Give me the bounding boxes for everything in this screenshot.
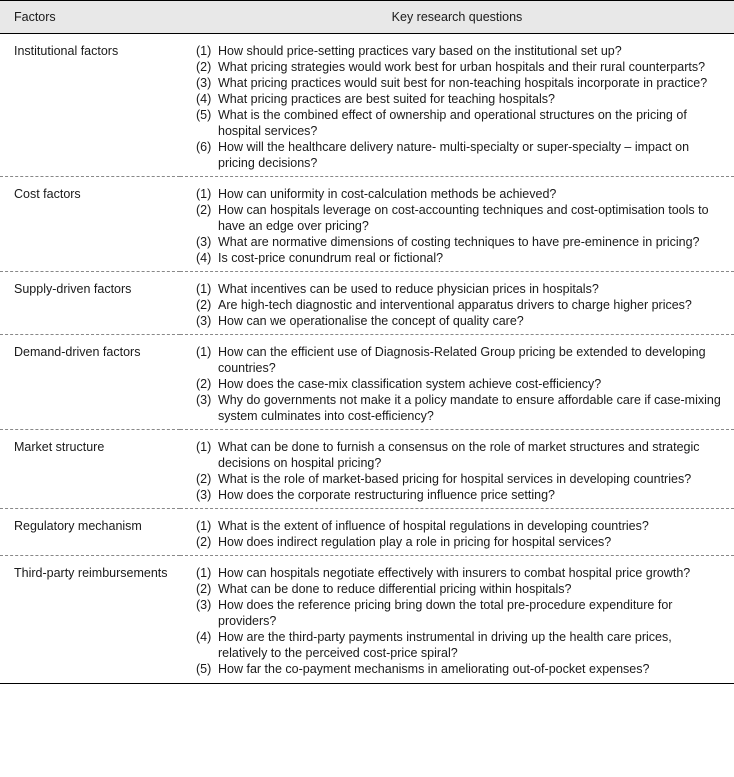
question-text: How can the efficient use of Diagnosis-Related Group pricing be extended to developing countries? bbox=[218, 345, 706, 375]
question-text: How should price-setting practices vary based on the institutional set up? bbox=[218, 44, 622, 58]
table-header bbox=[0, 1, 734, 34]
question-item bbox=[196, 43, 724, 59]
question-text: What are normative dimensions of costing techniques to have pre-eminence in pricing? bbox=[218, 235, 700, 249]
question-text: How can hospitals negotiate effectively with insurers to combat hospital price growth? bbox=[218, 566, 691, 580]
question-text: How are the third-party payments instrumental in driving up the health care prices, relatively to the perceived cost-price spiral? bbox=[218, 630, 672, 660]
question-item bbox=[196, 487, 724, 503]
questions-cell bbox=[180, 509, 734, 556]
question-number: (2) bbox=[196, 377, 212, 391]
factor-cell: Supply-driven factors bbox=[0, 272, 180, 335]
question-item bbox=[196, 107, 724, 139]
question-text: What is the combined effect of ownership and operational structures on the pricing of hospital services? bbox=[218, 108, 687, 138]
question-text: Are high-tech diagnostic and interventional apparatus drivers to charge higher prices? bbox=[218, 298, 692, 312]
question-text: What is the role of market-based pricing for hospital services in developing countries? bbox=[218, 472, 692, 486]
header-factors: Factors bbox=[0, 1, 180, 34]
factor-cell: Demand-driven factors bbox=[0, 335, 180, 430]
questions-cell bbox=[180, 335, 734, 430]
question-item bbox=[196, 250, 724, 266]
question-number: (3) bbox=[196, 314, 212, 328]
question-item bbox=[196, 376, 724, 392]
question-number: (1) bbox=[196, 440, 212, 454]
question-number: (3) bbox=[196, 598, 212, 612]
question-number: (2) bbox=[196, 472, 212, 486]
question-item bbox=[196, 471, 724, 487]
question-item bbox=[196, 313, 724, 329]
question-text: How does the case-mix classification system achieve cost-efficiency? bbox=[218, 377, 602, 391]
factor-cell: Market structure bbox=[0, 430, 180, 509]
question-item bbox=[196, 75, 724, 91]
table-row bbox=[0, 430, 734, 509]
question-item bbox=[196, 297, 724, 313]
question-text: What pricing practices would suit best for non-teaching hospitals incorporate in practice? bbox=[218, 76, 708, 90]
question-item bbox=[196, 661, 724, 677]
question-text: How can hospitals leverage on cost-accounting techniques and cost-optimisation tools to have an edge over pricing? bbox=[218, 203, 709, 233]
table-row bbox=[0, 177, 734, 272]
question-text: How far the co-payment mechanisms in ameliorating out-of-pocket expenses? bbox=[218, 662, 650, 676]
question-number: (3) bbox=[196, 488, 212, 502]
question-text: How does the corporate restructuring influence price setting? bbox=[218, 488, 555, 502]
factor-cell: Cost factors bbox=[0, 177, 180, 272]
question-item bbox=[196, 59, 724, 75]
question-number: (1) bbox=[196, 187, 212, 201]
questions-cell bbox=[180, 34, 734, 177]
question-number: (3) bbox=[196, 235, 212, 249]
table-row bbox=[0, 335, 734, 430]
question-text: What can be done to reduce differential pricing within hospitals? bbox=[218, 582, 572, 596]
question-number: (1) bbox=[196, 345, 212, 359]
question-text: How does the reference pricing bring down the total pre-procedure expenditure for providers? bbox=[218, 598, 673, 628]
header-key-research-questions: Key research questions bbox=[180, 1, 734, 34]
question-item bbox=[196, 281, 724, 297]
table-row bbox=[0, 509, 734, 556]
question-number: (4) bbox=[196, 92, 212, 106]
question-item bbox=[196, 534, 724, 550]
question-text: What is the extent of influence of hospital regulations in developing countries? bbox=[218, 519, 649, 533]
question-text: Is cost-price conundrum real or fictional? bbox=[218, 251, 444, 265]
header-row bbox=[0, 1, 734, 34]
question-item bbox=[196, 139, 724, 171]
table-row bbox=[0, 34, 734, 177]
question-number: (5) bbox=[196, 108, 212, 122]
question-text: What can be done to furnish a consensus on the role of market structures and strategic decisions on hospital pricing? bbox=[218, 440, 700, 470]
question-number: (1) bbox=[196, 44, 212, 58]
factor-cell: Institutional factors bbox=[0, 34, 180, 177]
question-number: (1) bbox=[196, 519, 212, 533]
question-number: (4) bbox=[196, 630, 212, 644]
question-text: How can we operationalise the concept of quality care? bbox=[218, 314, 524, 328]
factor-cell: Regulatory mechanism bbox=[0, 509, 180, 556]
question-number: (1) bbox=[196, 282, 212, 296]
question-item bbox=[196, 344, 724, 376]
question-item bbox=[196, 518, 724, 534]
table-row bbox=[0, 272, 734, 335]
table-body bbox=[0, 34, 734, 684]
question-item bbox=[196, 629, 724, 661]
question-number: (2) bbox=[196, 60, 212, 74]
questions-cell bbox=[180, 556, 734, 684]
question-item bbox=[196, 186, 724, 202]
question-item bbox=[196, 202, 724, 234]
question-item bbox=[196, 581, 724, 597]
question-number: (2) bbox=[196, 535, 212, 549]
question-item bbox=[196, 597, 724, 629]
question-item bbox=[196, 234, 724, 250]
questions-cell bbox=[180, 272, 734, 335]
question-text: What pricing strategies would work best for urban hospitals and their rural counterparts? bbox=[218, 60, 706, 74]
question-text: How will the healthcare delivery nature- multi-specialty or super-specialty – impact on pricing decisions? bbox=[218, 140, 690, 170]
question-number: (2) bbox=[196, 298, 212, 312]
questions-cell bbox=[180, 430, 734, 509]
question-number: (5) bbox=[196, 662, 212, 676]
question-text: How can uniformity in cost-calculation methods be achieved? bbox=[218, 187, 557, 201]
question-number: (6) bbox=[196, 140, 212, 154]
question-number: (2) bbox=[196, 203, 212, 217]
question-item bbox=[196, 439, 724, 471]
question-item bbox=[196, 91, 724, 107]
question-text: What pricing practices are best suited for teaching hospitals? bbox=[218, 92, 555, 106]
question-number: (1) bbox=[196, 566, 212, 580]
question-number: (3) bbox=[196, 393, 212, 407]
question-text: Why do governments not make it a policy mandate to ensure affordable care if case-mixing system culminates into cost-efficiency? bbox=[218, 393, 721, 423]
question-number: (3) bbox=[196, 76, 212, 90]
question-text: How does indirect regulation play a role in pricing for hospital services? bbox=[218, 535, 612, 549]
table-row bbox=[0, 556, 734, 684]
question-number: (2) bbox=[196, 582, 212, 596]
question-text: What incentives can be used to reduce physician prices in hospitals? bbox=[218, 282, 599, 296]
question-item bbox=[196, 565, 724, 581]
factor-cell: Third-party reimbursements bbox=[0, 556, 180, 684]
question-number: (4) bbox=[196, 251, 212, 265]
question-item bbox=[196, 392, 724, 424]
questions-cell bbox=[180, 177, 734, 272]
